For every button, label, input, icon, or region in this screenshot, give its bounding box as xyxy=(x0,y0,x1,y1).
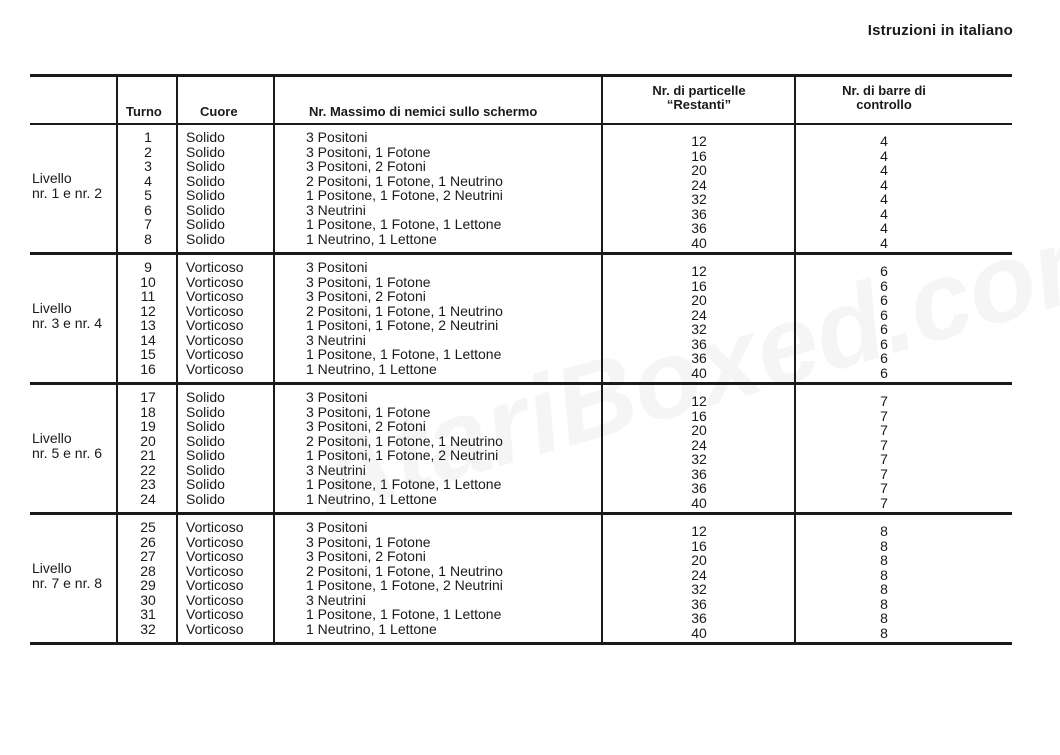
particelle-cell: 40 xyxy=(691,364,707,381)
particelle-cell: 36 xyxy=(691,205,707,222)
cuore-cell: Vorticoso xyxy=(186,533,244,550)
level-block xyxy=(30,385,1012,515)
level-block xyxy=(30,515,1012,645)
turno-cell: 13 xyxy=(140,317,156,333)
turno-cell: 29 xyxy=(140,577,156,593)
particelle-cell: 16 xyxy=(691,277,707,294)
table-body xyxy=(30,125,1012,645)
cuore-cell: Solido xyxy=(186,389,225,405)
cuore-cell: Vorticoso xyxy=(186,273,244,290)
levels-table xyxy=(30,74,1012,645)
cuore-cell: Solido xyxy=(186,490,225,507)
turno-column xyxy=(118,390,178,506)
nemici-column xyxy=(306,390,606,506)
header-particelle-line1: Nr. di particelle xyxy=(652,83,746,98)
cuore-cell: Solido xyxy=(186,403,225,420)
nemici-cell: 2 Positoni, 1 Fotone, 1 Neutrino xyxy=(306,432,503,449)
barre-cell: 7 xyxy=(880,480,888,496)
barre-cell: 6 xyxy=(880,335,888,352)
turno-cell: 9 xyxy=(144,259,152,275)
turno-column xyxy=(118,520,178,636)
particelle-cell: 36 xyxy=(691,465,707,482)
cuore-cell: Solido xyxy=(186,230,225,247)
column-divider xyxy=(273,77,275,123)
cuore-cell: Solido xyxy=(186,172,225,189)
particelle-cell: 20 xyxy=(691,292,707,308)
barre-cell: 4 xyxy=(880,191,888,207)
barre-cell: 7 xyxy=(880,451,888,467)
turno-cell: 27 xyxy=(140,548,156,564)
particelle-cell: 40 xyxy=(691,624,707,641)
level-label-line: Livello xyxy=(32,170,72,186)
turno-cell: 1 xyxy=(144,129,152,145)
page-title: Istruzioni in italiano xyxy=(867,22,1013,39)
particelle-cell: 32 xyxy=(691,451,707,467)
particelle-cell: 36 xyxy=(691,610,707,626)
nemici-cell: 3 Positoni, 1 Fotone xyxy=(306,143,431,160)
barre-cell: 7 xyxy=(880,407,888,424)
nemici-cell: 1 Neutrino, 1 Lettone xyxy=(306,490,437,507)
barre-cell: 8 xyxy=(880,581,888,597)
particelle-cell: 12 xyxy=(691,523,707,539)
turno-column xyxy=(118,130,178,246)
turno-cell: 14 xyxy=(140,331,156,348)
turno-cell: 15 xyxy=(140,346,156,362)
particelle-cell: 36 xyxy=(691,595,707,612)
nemici-cell: 3 Positoni, 2 Fotoni xyxy=(306,418,426,434)
nemici-cell: 1 Positoni, 1 Fotone, 2 Neutrini xyxy=(306,447,499,463)
turno-cell: 28 xyxy=(140,562,156,579)
turno-cell: 30 xyxy=(140,591,156,608)
level-label-line: Livello xyxy=(32,430,72,446)
particelle-cell: 24 xyxy=(691,176,707,193)
cuore-cell: Solido xyxy=(186,187,225,203)
particelle-column xyxy=(604,394,794,510)
turno-cell: 26 xyxy=(140,533,156,550)
particelle-column xyxy=(604,264,794,380)
turno-cell: 10 xyxy=(140,273,156,290)
level-label-line: nr. 3 e nr. 4 xyxy=(32,315,103,331)
particelle-cell: 40 xyxy=(691,494,707,511)
nemici-cell: 3 Neutrini xyxy=(306,201,366,218)
nemici-cell: 1 Neutrino, 1 Lettone xyxy=(306,360,437,377)
barre-cell: 6 xyxy=(880,306,888,323)
nemici-column xyxy=(306,130,606,246)
barre-cell: 8 xyxy=(880,523,888,539)
cuore-column xyxy=(182,260,286,376)
nemici-cell: 3 Neutrini xyxy=(306,331,366,348)
cuore-cell: Vorticoso xyxy=(186,346,244,362)
nemici-column xyxy=(306,520,606,636)
turno-cell: 32 xyxy=(140,620,156,637)
barre-cell: 6 xyxy=(880,364,888,381)
cuore-cell: Vorticoso xyxy=(186,591,244,608)
particelle-cell: 32 xyxy=(691,321,707,337)
turno-cell: 6 xyxy=(144,201,152,218)
turno-cell: 24 xyxy=(140,490,156,507)
cuore-cell: Vorticoso xyxy=(186,562,244,579)
barre-cell: 4 xyxy=(880,176,888,193)
nemici-cell: 3 Positoni xyxy=(306,259,368,275)
barre-cell: 4 xyxy=(880,133,888,149)
barre-cell: 8 xyxy=(880,595,888,612)
nemici-cell: 3 Positoni, 1 Fotone xyxy=(306,533,431,550)
barre-cell: 6 xyxy=(880,350,888,366)
barre-column xyxy=(796,134,972,250)
cuore-column xyxy=(182,390,286,506)
level-label-line: nr. 5 e nr. 6 xyxy=(32,445,103,461)
barre-column xyxy=(796,264,972,380)
level-label-line: Livello xyxy=(32,560,72,576)
barre-cell: 7 xyxy=(880,422,888,438)
cuore-cell: Solido xyxy=(186,129,225,145)
barre-cell: 4 xyxy=(880,220,888,236)
cuore-cell: Solido xyxy=(186,461,225,478)
cuore-cell: Solido xyxy=(186,216,225,232)
nemici-cell: 1 Positone, 1 Fotone, 2 Neutrini xyxy=(306,187,503,203)
cuore-cell: Solido xyxy=(186,143,225,160)
particelle-cell: 20 xyxy=(691,422,707,438)
nemici-cell: 3 Positoni xyxy=(306,519,368,535)
nemici-cell: 3 Positoni, 2 Fotoni xyxy=(306,158,426,174)
turno-cell: 8 xyxy=(144,230,152,247)
barre-cell: 4 xyxy=(880,205,888,222)
barre-cell: 6 xyxy=(880,277,888,294)
barre-cell: 8 xyxy=(880,624,888,641)
turno-cell: 18 xyxy=(140,403,156,420)
turno-cell: 17 xyxy=(140,389,156,405)
barre-cell: 7 xyxy=(880,465,888,482)
barre-cell: 6 xyxy=(880,263,888,279)
level-label xyxy=(32,171,102,201)
nemici-column xyxy=(306,260,606,376)
particelle-cell: 24 xyxy=(691,566,707,583)
turno-cell: 22 xyxy=(140,461,156,478)
turno-cell: 2 xyxy=(144,143,152,160)
cuore-cell: Solido xyxy=(186,476,225,492)
particelle-cell: 12 xyxy=(691,263,707,279)
particelle-cell: 16 xyxy=(691,537,707,554)
particelle-cell: 16 xyxy=(691,407,707,424)
particelle-cell: 36 xyxy=(691,480,707,496)
cuore-cell: Solido xyxy=(186,418,225,434)
nemici-cell: 2 Positoni, 1 Fotone, 1 Neutrino xyxy=(306,172,503,189)
barre-cell: 8 xyxy=(880,566,888,583)
turno-cell: 7 xyxy=(144,216,152,232)
cuore-cell: Solido xyxy=(186,447,225,463)
turno-cell: 11 xyxy=(140,288,156,304)
turno-cell: 12 xyxy=(140,302,156,319)
cuore-cell: Solido xyxy=(186,432,225,449)
header-barre-line1: Nr. di barre di xyxy=(842,83,926,98)
level-label xyxy=(32,561,102,591)
barre-cell: 8 xyxy=(880,537,888,554)
barre-cell: 4 xyxy=(880,234,888,251)
particelle-cell: 12 xyxy=(691,393,707,409)
level-block xyxy=(30,255,1012,385)
level-label xyxy=(32,431,102,461)
level-label-line: nr. 1 e nr. 2 xyxy=(32,185,103,201)
cuore-cell: Vorticoso xyxy=(186,577,244,593)
nemici-cell: 3 Neutrini xyxy=(306,591,366,608)
particelle-cell: 32 xyxy=(691,581,707,597)
level-label xyxy=(32,301,102,331)
barre-cell: 7 xyxy=(880,494,888,511)
barre-column xyxy=(796,524,972,640)
level-label-line: nr. 7 e nr. 8 xyxy=(32,575,103,591)
nemici-cell: 1 Positone, 1 Fotone, 2 Neutrini xyxy=(306,577,503,593)
barre-column xyxy=(796,394,972,510)
header-barre-line2: controllo xyxy=(856,97,912,112)
turno-cell: 3 xyxy=(144,158,152,174)
header-cuore: Cuore xyxy=(200,104,238,119)
particelle-cell: 40 xyxy=(691,234,707,251)
cuore-cell: Vorticoso xyxy=(186,620,244,637)
header-particelle-line2: “Restanti” xyxy=(666,97,732,112)
particelle-cell: 12 xyxy=(691,133,707,149)
cuore-column xyxy=(182,520,286,636)
nemici-cell: 3 Positoni, 2 Fotoni xyxy=(306,548,426,564)
nemici-cell: 3 Positoni, 1 Fotone xyxy=(306,273,431,290)
nemici-cell: 2 Positoni, 1 Fotone, 1 Neutrino xyxy=(306,302,503,319)
cuore-cell: Vorticoso xyxy=(186,360,244,377)
nemici-cell: 3 Positoni xyxy=(306,389,368,405)
nemici-cell: 1 Neutrino, 1 Lettone xyxy=(306,230,437,247)
cuore-cell: Solido xyxy=(186,201,225,218)
barre-cell: 6 xyxy=(880,292,888,308)
turno-column xyxy=(118,260,178,376)
particelle-cell: 36 xyxy=(691,350,707,366)
particelle-cell: 20 xyxy=(691,552,707,568)
header-barre xyxy=(796,77,972,123)
barre-cell: 4 xyxy=(880,162,888,178)
turno-cell: 16 xyxy=(140,360,156,377)
cuore-cell: Vorticoso xyxy=(186,302,244,319)
cuore-cell: Solido xyxy=(186,158,225,174)
turno-cell: 31 xyxy=(140,606,156,622)
turno-cell: 20 xyxy=(140,432,156,449)
column-divider xyxy=(176,77,178,123)
particelle-cell: 24 xyxy=(691,436,707,453)
cuore-cell: Vorticoso xyxy=(186,259,244,275)
barre-cell: 6 xyxy=(880,321,888,337)
turno-cell: 23 xyxy=(140,476,156,492)
barre-cell: 8 xyxy=(880,552,888,568)
particelle-column xyxy=(604,134,794,250)
nemici-cell: 3 Positoni, 2 Fotoni xyxy=(306,288,426,304)
particelle-column xyxy=(604,524,794,640)
nemici-cell: 1 Neutrino, 1 Lettone xyxy=(306,620,437,637)
nemici-cell: 1 Positone, 1 Fotone, 1 Lettone xyxy=(306,476,502,492)
particelle-cell: 16 xyxy=(691,147,707,164)
turno-cell: 25 xyxy=(140,519,156,535)
turno-cell: 21 xyxy=(140,447,156,463)
particelle-cell: 32 xyxy=(691,191,707,207)
particelle-cell: 24 xyxy=(691,306,707,323)
header-particelle xyxy=(603,77,795,123)
cuore-cell: Vorticoso xyxy=(186,331,244,348)
particelle-cell: 36 xyxy=(691,220,707,236)
cuore-cell: Vorticoso xyxy=(186,317,244,333)
cuore-cell: Vorticoso xyxy=(186,519,244,535)
nemici-cell: 3 Neutrini xyxy=(306,461,366,478)
nemici-cell: 1 Positone, 1 Fotone, 1 Lettone xyxy=(306,216,502,232)
nemici-cell: 3 Positoni, 1 Fotone xyxy=(306,403,431,420)
cuore-cell: Vorticoso xyxy=(186,548,244,564)
nemici-cell: 1 Positoni, 1 Fotone, 2 Neutrini xyxy=(306,317,499,333)
cuore-cell: Vorticoso xyxy=(186,606,244,622)
barre-cell: 8 xyxy=(880,610,888,626)
header-turno: Turno xyxy=(126,104,162,119)
column-divider xyxy=(116,77,118,123)
level-label-line: Livello xyxy=(32,300,72,316)
nemici-cell: 1 Positone, 1 Fotone, 1 Lettone xyxy=(306,606,502,622)
barre-cell: 4 xyxy=(880,147,888,164)
barre-cell: 7 xyxy=(880,436,888,453)
table-header-row xyxy=(30,77,1012,125)
turno-cell: 5 xyxy=(144,187,152,203)
barre-cell: 7 xyxy=(880,393,888,409)
nemici-cell: 1 Positone, 1 Fotone, 1 Lettone xyxy=(306,346,502,362)
particelle-cell: 20 xyxy=(691,162,707,178)
particelle-cell: 36 xyxy=(691,335,707,352)
cuore-column xyxy=(182,130,286,246)
turno-cell: 19 xyxy=(140,418,156,434)
header-nemici: Nr. Massimo di nemici sullo schermo xyxy=(309,104,538,119)
nemici-cell: 3 Positoni xyxy=(306,129,368,145)
level-block xyxy=(30,125,1012,255)
cuore-cell: Vorticoso xyxy=(186,288,244,304)
turno-cell: 4 xyxy=(144,172,152,189)
nemici-cell: 2 Positoni, 1 Fotone, 1 Neutrino xyxy=(306,562,503,579)
